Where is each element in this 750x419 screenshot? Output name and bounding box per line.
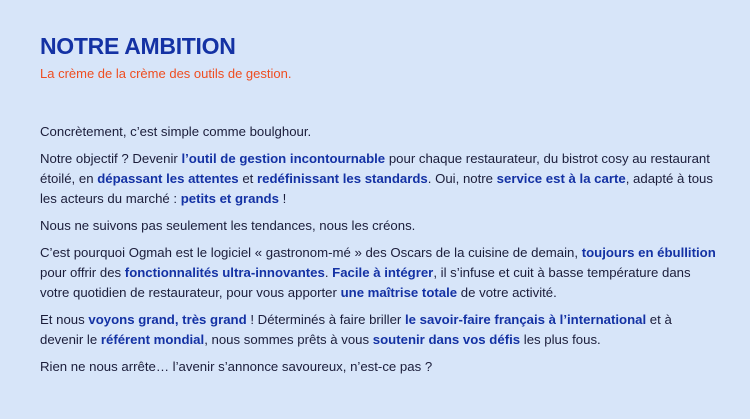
text-run: et xyxy=(238,171,257,186)
emphasis-text: soutenir dans vos défis xyxy=(372,332,521,347)
text-run: , il s’infuse et cuit à basse température dans votre quotidien de restaurateur, pour vous apporter xyxy=(40,265,691,300)
text-run: C’est pourquoi Ogmah est le logiciel « gastronom-mé » des Oscars de la cuisine de demain, xyxy=(40,245,582,260)
emphasis-text: l’outil de gestion incontournable xyxy=(181,151,386,166)
paragraph xyxy=(40,216,716,236)
emphasis-text: référent mondial xyxy=(100,332,205,347)
text-run: pour chaque restaurateur, du bistrot cosy au restaurant étoilé, en xyxy=(40,151,710,186)
page-subtitle: La crème de la crème des outils de gestion. xyxy=(40,66,292,81)
text-run: , nous sommes prêts à vous xyxy=(204,332,373,347)
paragraph xyxy=(40,122,716,142)
text-run: Notre objectif ? Devenir xyxy=(40,151,182,166)
paragraph xyxy=(40,149,716,209)
body-text xyxy=(40,122,716,384)
emphasis-text: dépassant les attentes xyxy=(97,171,239,186)
paragraph xyxy=(40,310,716,350)
emphasis-text: toujours en ébullition xyxy=(581,245,716,260)
emphasis-text: petits et grands xyxy=(180,191,279,206)
text-run: . Oui, notre xyxy=(427,171,497,186)
text-run: Concrètement, c’est simple comme boulghour. xyxy=(40,124,312,139)
emphasis-text: redéfinissant les standards xyxy=(256,171,428,186)
text-run: et à devenir le xyxy=(40,312,672,347)
text-run: Nous ne suivons pas seulement les tendances, nous les créons. xyxy=(40,218,416,233)
emphasis-text: voyons grand, très grand xyxy=(88,312,247,327)
paragraph xyxy=(40,357,716,377)
paragraph xyxy=(40,243,716,303)
text-run: ! Déterminés à faire briller xyxy=(246,312,405,327)
text-run: , adapté à tous les acteurs du marché : xyxy=(40,171,713,206)
emphasis-text: fonctionnalités ultra-innovantes xyxy=(124,265,325,280)
text-run: ! xyxy=(278,191,287,206)
text-run: Rien ne nous arrête… l’avenir s’annonce savoureux, n’est-ce pas ? xyxy=(40,359,433,374)
emphasis-text: Facile à intégrer xyxy=(332,265,434,280)
text-run: de votre activité. xyxy=(457,285,557,300)
text-run: Et nous xyxy=(40,312,89,327)
text-run: pour offrir des xyxy=(40,265,125,280)
text-run: les plus fous. xyxy=(520,332,601,347)
page-title: NOTRE AMBITION xyxy=(40,33,236,59)
text-run: . xyxy=(324,265,333,280)
emphasis-text: le savoir-faire français à l’international xyxy=(405,312,647,327)
emphasis-text: service est à la carte xyxy=(496,171,626,186)
emphasis-text: une maîtrise totale xyxy=(340,285,458,300)
